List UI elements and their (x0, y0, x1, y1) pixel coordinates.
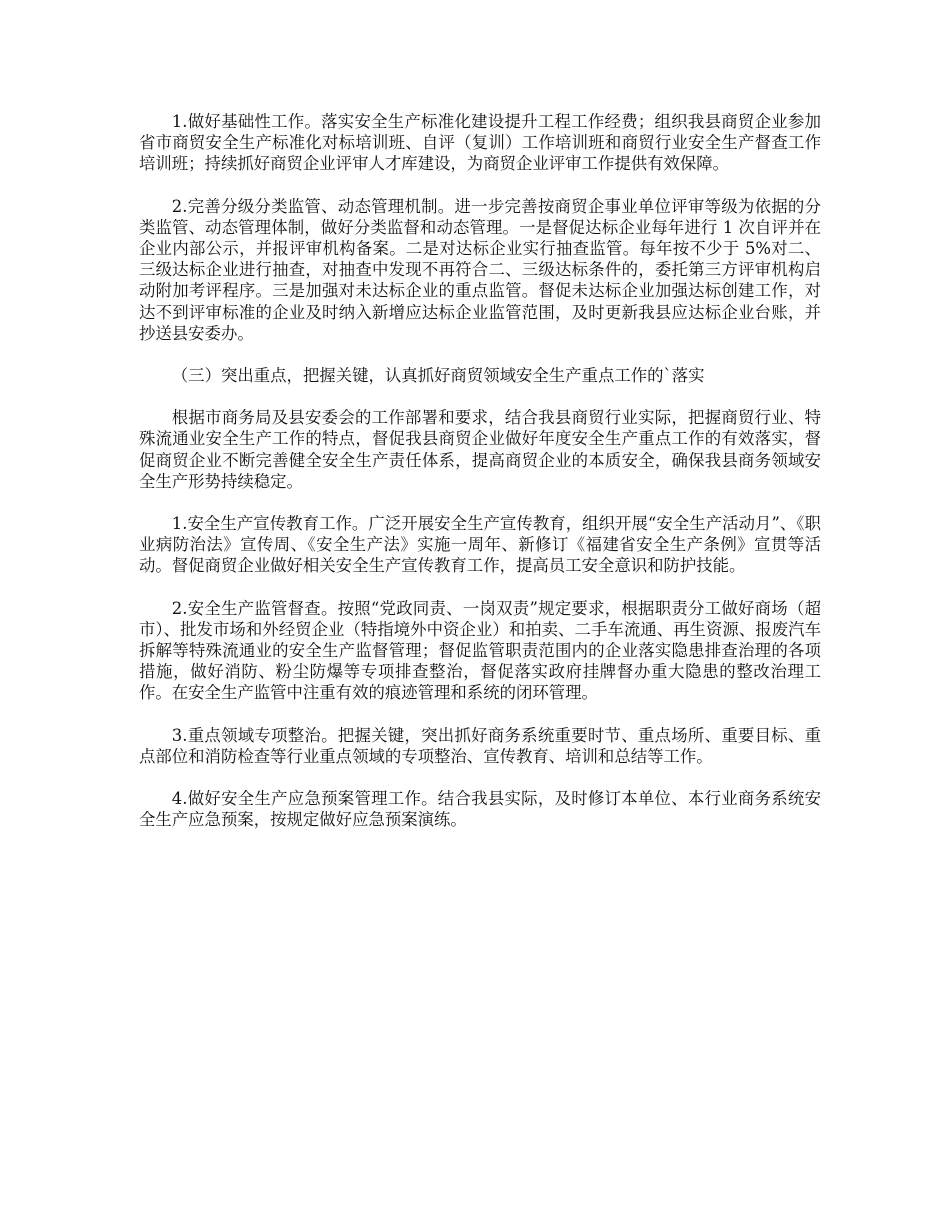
paragraph-section-intro: 根据市商务局及县安委会的工作部署和要求，结合我县商贸行业实际，把握商贸行业、特殊流通业安全生产工作的特点，督促我县商贸企业做好年度安全生产重点工作的有效落实，督促商贸企业不断完善健全安全生产责任体系，提高商贸企业的本质安全，确保我县商务领域安全生产形势持续稳定。 (139, 408, 821, 491)
paragraph-emergency-plan: 4.做好安全生产应急预案管理工作。结合我县实际，及时修订本单位、本行业商务系统安全生产应急预案，按规定做好应急预案演练。 (139, 789, 821, 830)
paragraph-supervision-inspection: 2.安全生产监管督查。按照“党政同责、一岗双责”规定要求，根据职责分工做好商场（超市）、批发市场和外经贸企业（特指境外中资企业）和拍卖、二手车流通、再生资源、报废汽车拆解等特殊流通业的安全生产监督管理；督促监管职责范围内的企业落实隐患排查治理的各项措施，做好消防、粉尘防爆等专项排查整治，督促落实政府挂牌督办重大隐患的整改治理工作。在安全生产监管中注重有效的痕迹管理和系统的闭环管理。 (139, 598, 821, 703)
section-heading: （三）突出重点，把握关键，认真抓好商贸领域安全生产重点工作的`落实 (171, 366, 705, 386)
paragraph-special-rectification: 3.重点领域专项整治。把握关键，突出抓好商务系统重要时节、重点场所、重要目标、重点部位和消防检查等行业重点领域的专项整治、宣传教育、培训和总结等工作。 (139, 725, 821, 766)
paragraph-basic-work: 1.做好基础性工作。落实安全生产标准化建设提升工程工作经费；组织我县商贸企业参加省市商贸安全生产标准化对标培训班、自评（复训）工作培训班和商贸行业安全生产督查工作培训班；持续抓好商贸企业评审人才库建设，为商贸企业评审工作提供有效保障。 (139, 112, 821, 174)
paragraph-supervision-mechanism: 2.完善分级分类监管、动态管理机制。进一步完善按商贸企事业单位评审等级为依据的分类监管、动态管理体制，做好分类监督和动态管理。一是督促达标企业每年进行 1 次自评并在企业内部公示，并报评审机构备案。二是对达标企业实行抽查监管。每年按不少于 5%对二、三级达标企业进行抽查，对抽查中发现不再符合二、三级达标条件的，委托第三方评审机构启动附加考评程序。三是加强对未达标企业的重点监管。督促未达标企业加强达标创建工作，对达不到评审标准的企业及时纳入新增应达标企业监管范围，及时更新我县应达标企业台账，并抄送县安委办。 (139, 196, 821, 343)
paragraph-publicity-education: 1.安全生产宣传教育工作。广泛开展安全生产宣传教育，组织开展“安全生产活动月”、《职业病防治法》宣传周、《安全生产法》实施一周年、新修订《福建省安全生产条例》宣贯等活动。督促商贸企业做好相关安全生产宣传教育工作，提高员工安全意识和防护技能。 (139, 514, 821, 576)
document-body (139, 111, 821, 851)
